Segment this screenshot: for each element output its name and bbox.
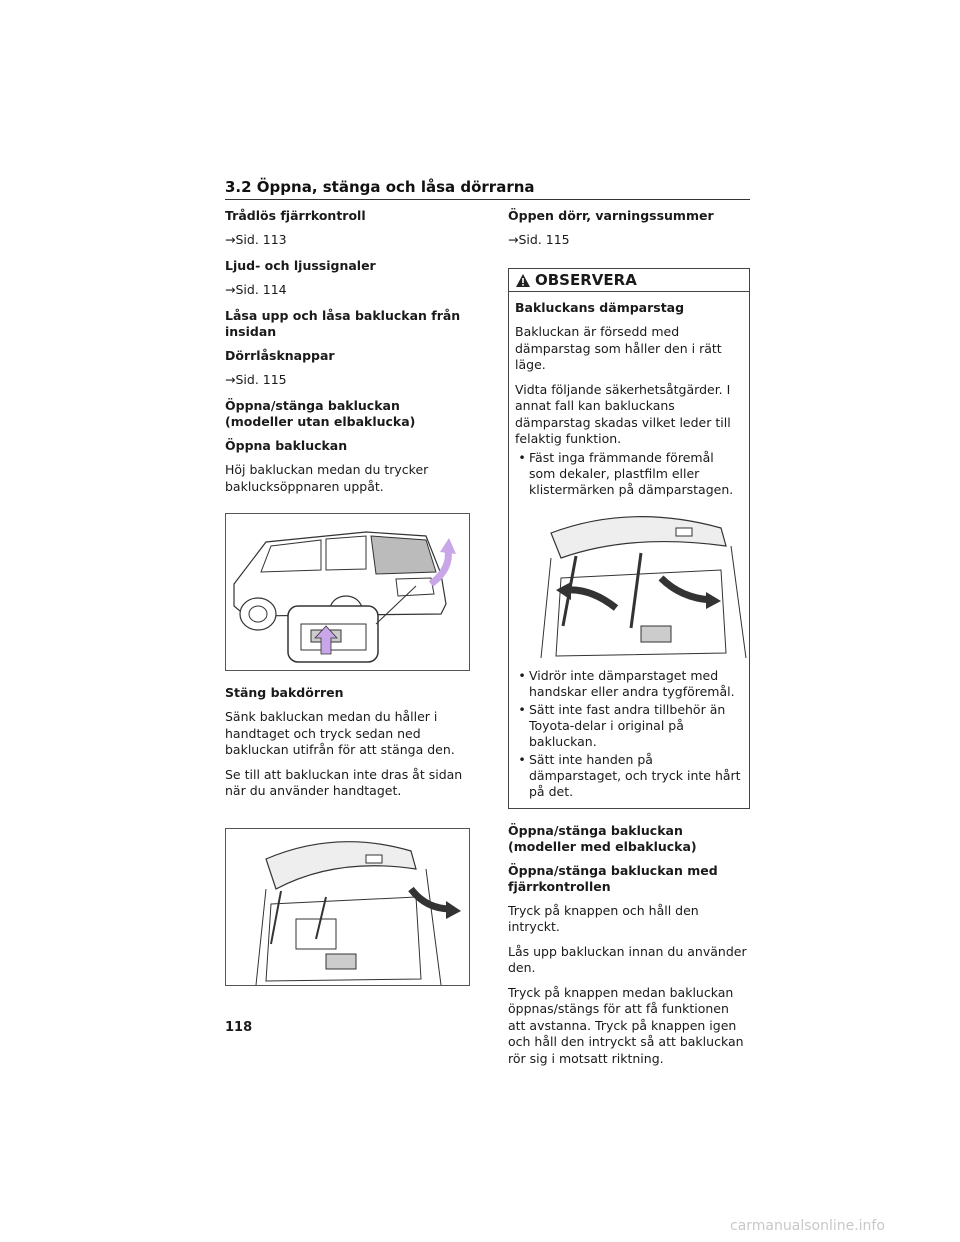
- heading-open-tailgate: Öppna bakluckan: [225, 438, 348, 453]
- bullet-text: Sätt inte handen på dämparstaget, och tryck inte hårt på det.: [529, 751, 741, 799]
- page-ref-115-right[interactable]: →Sid. 115: [508, 232, 570, 247]
- bullet-text: Vidrör inte dämparstaget med handskar eller andra tygföremål.: [529, 667, 735, 699]
- bullet-text: Sätt inte fast andra tillbehör än Toyota-delar i original på bakluckan.: [529, 701, 726, 749]
- notice-text-2: Vidta följande säkerhetsåtgärder. I annat fall kan bakluckans dämparstag skadas vilket leder till felaktig funktion.: [515, 381, 731, 446]
- heading-power-tailgate: Öppna/stänga bakluckan (modeller med elbaklucka): [508, 822, 697, 854]
- page-ref-114[interactable]: →Sid. 114: [225, 282, 287, 297]
- notice-body: [509, 292, 749, 808]
- notice-box: [508, 268, 750, 809]
- illustration-damper-struts: [521, 508, 737, 658]
- heading-door-warning: Öppen dörr, varningssummer: [508, 208, 714, 223]
- bullet-text: Fäst inga främmande föremål som dekaler, plastfilm eller klistermärken på dämparstagen.: [529, 449, 734, 497]
- notice-bullet-1: [515, 450, 743, 498]
- illustration-suv-tailgate-opener: [225, 513, 470, 671]
- suv-rear-illustration: [226, 514, 469, 670]
- text-close-tailgate-2: Se till att bakluckan inte dras åt sidan när du använder handtaget.: [225, 766, 463, 798]
- notice-title: OBSERVERA: [535, 271, 637, 289]
- page-number: 118: [225, 1020, 253, 1035]
- heading-manual-tailgate: Öppna/stänga bakluckan (modeller utan elbaklucka): [225, 398, 416, 429]
- heading-close-tailgate: Stäng bakdörren: [225, 685, 344, 700]
- heading-sound-light: Ljud- och ljussignaler: [225, 258, 376, 273]
- bullet-dot: •: [518, 449, 526, 465]
- bullet-dot: •: [518, 751, 526, 767]
- notice-bullet-3: [515, 702, 743, 750]
- page-ref-115[interactable]: →Sid. 115: [225, 372, 287, 387]
- text-remote-3: Tryck på knappen medan bakluckan öppnas/stängs för att få funktionen att avstanna. Tryck på knappen igen och håll den intryckt så att bakluckan rör sig i motsatt riktning.: [508, 984, 744, 1066]
- notice-heading-dampers: Bakluckans dämparstag: [515, 300, 685, 315]
- right-column: [508, 208, 750, 1075]
- heading-remote-tailgate: Öppna/stänga bakluckan med fjärrkontrollen: [508, 862, 718, 894]
- heading-lock-from-inside: Låsa upp och låsa bakluckan från insidan: [225, 308, 461, 339]
- watermark: carmanualsonline.info: [730, 1218, 885, 1234]
- notice-bullet-2: [515, 668, 743, 700]
- damper-strut-illustration: [521, 508, 749, 658]
- notice-header: [509, 269, 749, 292]
- text-remote-2: Lås upp bakluckan innan du använder den.: [508, 943, 747, 975]
- heading-door-lock-buttons: Dörrlåsknappar: [225, 348, 335, 363]
- notice-text-1: Bakluckan är försedd med dämparstag som håller den i rätt läge.: [515, 324, 722, 372]
- bullet-dot: •: [518, 667, 526, 683]
- notice-bullet-4: [515, 752, 743, 800]
- open-tailgate-illustration: [226, 829, 469, 985]
- text-open-tailgate: Höj bakluckan medan du trycker baklucksöppnaren uppåt.: [225, 462, 429, 494]
- bullet-dot: •: [518, 701, 526, 717]
- heading-remote: Trådlös fjärrkontroll: [225, 208, 366, 223]
- warning-triangle-icon: [515, 273, 531, 288]
- section-header: 3.2 Öppna, stänga och låsa dörrarna: [225, 178, 750, 200]
- text-remote-1: Tryck på knappen och håll den intryckt.: [508, 902, 699, 934]
- page-ref-113[interactable]: →Sid. 113: [225, 232, 287, 247]
- text-close-tailgate-1: Sänk bakluckan medan du håller i handtaget och tryck sedan ned bakluckan utifrån för att stänga den.: [225, 709, 455, 757]
- illustration-open-tailgate-close: [225, 828, 470, 986]
- left-column: [225, 208, 470, 1000]
